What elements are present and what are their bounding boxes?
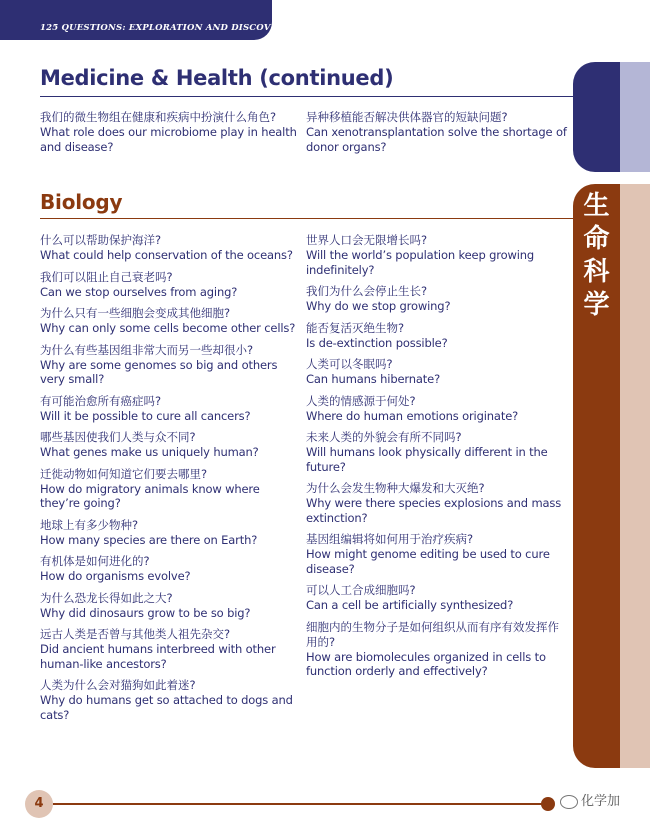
side-tab-medicine-strip <box>620 62 650 172</box>
question-en: What genes make us uniquely human? <box>40 445 259 459</box>
question-item <box>40 306 302 336</box>
question-en: How might genome editing be used to cure disease? <box>306 547 550 576</box>
question-zh: 我们可以阻止自己衰老吗? <box>40 269 173 284</box>
question-zh: 可以人工合成细胞吗? <box>306 583 416 597</box>
question-en: How do migratory animals know where they’re going? <box>40 481 260 510</box>
question-item <box>40 518 302 548</box>
question-en: Why did dinosaurs grow to be so big? <box>40 605 251 620</box>
question-item <box>306 481 568 525</box>
side-tab-medicine <box>573 62 620 172</box>
question-en: Did ancient humans interbreed with other human-like ancestors? <box>40 642 276 671</box>
question-zh: 为什么恐龙长得如此之大? <box>40 590 173 605</box>
question-item <box>40 110 302 154</box>
question-item <box>306 394 568 424</box>
question-zh: 为什么只有一些细胞会变成其他细胞? <box>40 306 231 320</box>
medicine-left-column <box>40 110 302 161</box>
question-en: Can humans hibernate? <box>306 372 441 386</box>
question-item <box>40 343 302 387</box>
question-en: What could help conservation of the oceans? <box>40 248 293 262</box>
side-tab-char: 学 <box>583 290 610 320</box>
question-item <box>40 394 302 424</box>
question-item <box>40 678 302 722</box>
question-en: Will it be possible to cure all cancers? <box>40 408 251 423</box>
side-tab-char: 科 <box>583 257 610 287</box>
question-en: How are biomolecules organized in cells to function orderly and effectively? <box>306 649 546 678</box>
question-zh: 我们为什么会停止生长? <box>306 284 428 298</box>
side-tab-char: 命 <box>583 224 610 254</box>
question-zh: 人类可以冬眠吗? <box>306 357 393 371</box>
question-en: What role does our microbiome play in health and disease? <box>40 125 297 154</box>
question-en: Why do we stop growing? <box>306 299 451 313</box>
question-item <box>306 233 568 277</box>
question-zh: 地球上有多少物种? <box>40 517 139 532</box>
watermark <box>560 790 620 809</box>
question-en: Why are some genomes so big and others very small? <box>40 357 278 386</box>
question-en: Will humans look physically different in the future? <box>306 445 548 474</box>
question-item <box>40 430 302 460</box>
question-item <box>306 357 568 387</box>
question-item <box>40 627 302 671</box>
question-en: Is de-extinction possible? <box>306 335 448 350</box>
page-number: 4 <box>25 790 53 818</box>
side-tab-char: 生 <box>583 191 610 221</box>
section-divider-medicine <box>40 96 573 97</box>
question-en: Can xenotransplantation solve the shortage of donor organs? <box>306 125 567 154</box>
question-zh: 远古人类是否曾与其他类人祖先杂交? <box>40 627 231 641</box>
question-zh: 人类为什么会对猫狗如此着迷? <box>40 678 196 692</box>
question-zh: 哪些基因使我们人类与众不同? <box>40 430 196 444</box>
question-item <box>306 430 568 474</box>
question-zh: 细胞内的生物分子是如何组织从而有序有效发挥作用的? <box>306 619 559 649</box>
question-zh: 基因组编辑将如何用于治疗疾病? <box>306 532 474 546</box>
question-zh: 迁徙动物如何知道它们要去哪里? <box>40 466 208 481</box>
question-item <box>40 467 302 511</box>
question-en: Why were there species explosions and mass extinction? <box>306 496 562 525</box>
biology-right-column <box>306 233 568 686</box>
question-zh: 能否复活灭绝生物? <box>306 320 405 335</box>
question-zh: 未来人类的外貌会有所不同吗? <box>306 430 462 444</box>
running-title: 125 QUESTIONS: EXPLORATION AND DISCOVERY <box>40 23 291 33</box>
question-zh: 人类的情感源于何处? <box>306 393 416 408</box>
question-zh: 什么可以帮助保护海洋? <box>40 233 162 247</box>
question-item <box>306 620 568 679</box>
question-zh: 有机体是如何进化的? <box>40 554 150 568</box>
question-en: Can we stop ourselves from aging? <box>40 284 238 299</box>
watermark-text: 化学加 <box>581 794 621 809</box>
question-zh: 为什么有些基因组非常大而另一些却很小? <box>40 342 254 357</box>
medicine-right-column <box>306 110 568 161</box>
question-item <box>40 270 302 300</box>
question-zh: 为什么会发生物种大爆发和大灭绝? <box>306 481 485 495</box>
question-zh: 世界人口会无限增长吗? <box>306 233 428 247</box>
footer-rule <box>53 803 543 805</box>
question-item <box>306 532 568 576</box>
question-item <box>306 284 568 314</box>
side-tab-label <box>573 190 620 322</box>
question-en: Will the world’s population keep growing indefinitely? <box>306 248 535 277</box>
question-zh: 有可能治愈所有癌症吗? <box>40 393 162 408</box>
question-item <box>40 591 302 621</box>
question-en: Where do human emotions originate? <box>306 408 519 423</box>
section-title-biology: Biology <box>40 190 123 214</box>
section-title-medicine: Medicine & Health (continued) <box>40 66 394 90</box>
side-tab-biology-strip <box>620 184 650 768</box>
header-band <box>0 0 272 40</box>
question-zh: 我们的微生物组在健康和疾病中扮演什么角色? <box>40 110 277 124</box>
question-en: How many species are there on Earth? <box>40 532 258 547</box>
question-item <box>40 554 302 584</box>
question-item <box>306 583 568 613</box>
question-en: Why do humans get so attached to dogs and cats? <box>40 693 293 722</box>
question-zh: 异种移植能否解决供体器官的短缺问题? <box>306 110 508 124</box>
footer-rule-cap <box>541 797 555 811</box>
question-item <box>306 110 568 154</box>
question-en: Can a cell be artificially synthesized? <box>306 598 514 612</box>
question-item <box>40 233 302 263</box>
question-en: Why can only some cells become other cells? <box>40 321 296 335</box>
question-en: How do organisms evolve? <box>40 569 191 583</box>
question-item <box>306 321 568 351</box>
wechat-icon <box>560 795 578 809</box>
section-divider-biology <box>40 218 573 219</box>
biology-left-column <box>40 233 302 729</box>
